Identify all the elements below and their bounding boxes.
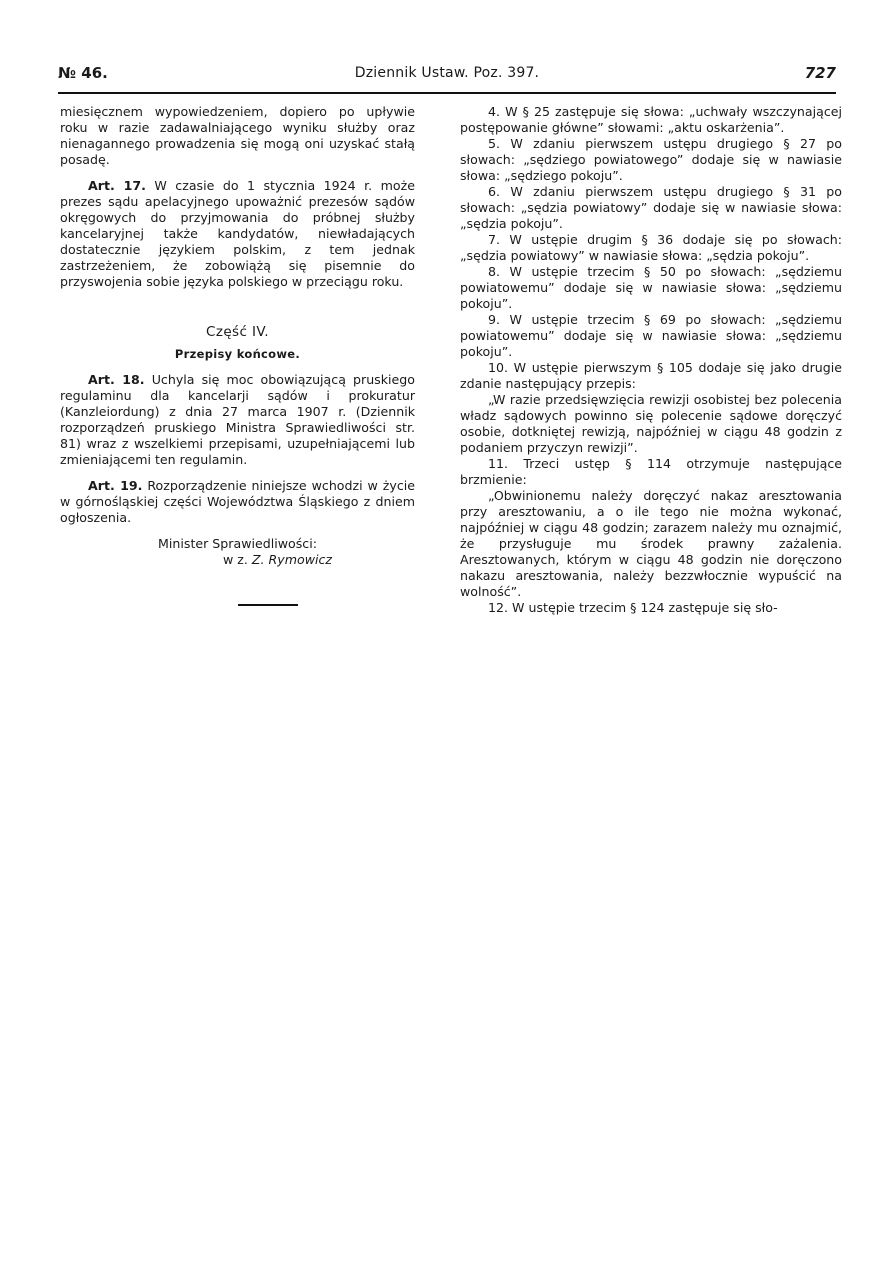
article-18-text: Uchyla się moc obowiązującą pruskiego regulaminu dla kancelarji sądów i prokuratur (Kanzleiordung) z dnia 27 marca 1907 r. (Dziennik rozporządzeń pruskiego Ministra Sprawiedliwości str. 81) wraz z wszelkiemi przepisami, uzupełniającemi lub zmieniającemi ten regulamin.	[60, 372, 415, 467]
article-17	[60, 178, 415, 290]
article-19	[60, 478, 415, 526]
signature-role: Minister Sprawiedliwości:	[158, 536, 317, 551]
list-item: 11. Trzeci ustęp § 114 otrzymuje następujące brzmienie:	[460, 456, 842, 487]
article-19-text: Rozporządzenie niniejsze wchodzi w życie w górnośląskiej części Województwa Śląskiego z dniem ogłoszenia.	[60, 478, 415, 525]
signature-block	[60, 536, 415, 568]
quoted-provision: „Obwinionemu należy doręczyć nakaz aresztowania przy aresztowaniu, a o ile tego nie można wykonać, najpóźniej w ciągu 48 godzin; zarazem należy mu oznajmić, że przysługuje mu środek prawny zażalenia. Aresztowanych, którym w ciągu 48 godzin nie doręczono nakazu aresztowania, należy bezzwłocznie wypuścić na wolność”.	[460, 488, 842, 599]
signature-name: Z. Rymowicz	[251, 552, 333, 567]
list-item: 8. W ustępie trzecim § 50 po słowach: „sędziemu powiatowemu” dodaje się w nawiasie słowa: „sędziemu pokoju”.	[460, 264, 842, 311]
part-subtitle: Przepisy końcowe.	[174, 347, 301, 361]
closing-rule	[238, 604, 298, 606]
journal-title: Dziennik Ustaw. Poz. 397.	[354, 65, 540, 81]
quoted-provision: „W razie przedsięwzięcia rewizji osobistej bez polecenia władz sądowych powinno się polecenie sądowe doręczyć osobie, dotkniętej rewizją, najpóźniej w ciągu 48 godzin z podaniem przyczyn rewizji”.	[460, 392, 842, 455]
intro-paragraph: miesięcznem wypowiedzeniem, dopiero po upływie roku w razie zadawalniającego wyniku służby oraz nienagannego prowadzenia się mogą oni uzyskać stałą posadę.	[60, 104, 415, 167]
signature-prefix: w z.	[222, 552, 248, 567]
list-item: 7. W ustępie drugim § 36 dodaje się po słowach: „sędzia powiatowy” w nawiasie słowa: „sędzia pokoju”.	[460, 232, 842, 263]
right-column	[460, 104, 842, 631]
article-19-label: Art. 19.	[88, 478, 143, 493]
issue-number: № 46.	[58, 64, 108, 82]
list-item: 9. W ustępie trzecim § 69 po słowach: „sędziemu powiatowemu” dodaje się w nawiasie słowa: „sędziemu pokoju”.	[460, 312, 842, 359]
article-17-text: W czasie do 1 stycznia 1924 r. może prezes sądu apelacyjnego upoważnić prezesów sądów okręgowych do przyjmowania do próbnej służby kancelaryjnej także kandydatów, niewładających dostatecznie językiem polskim, z tem jednak zastrzeżeniem, że zobowiążą się pisemnie do przyswojenia sobie języka polskiego w przeciągu roku.	[60, 178, 415, 289]
list-item: 4. W § 25 zastępuje się słowa: „uchwały wszczynającej postępowanie główne” słowami: „aktu oskarżenia”.	[460, 104, 842, 135]
page-number: 727	[804, 64, 836, 82]
article-17-label: Art. 17.	[88, 178, 146, 193]
page-header	[58, 64, 836, 86]
list-item-partial: 12. W ustępie trzecim § 124 zastępuje się sło-	[488, 600, 778, 615]
header-rule	[58, 92, 836, 94]
list-item: 5. W zdaniu pierwszem ustępu drugiego § 27 po słowach: „sędziego powiatowego” dodaje się w nawiasie słowa: „sędziego pokoju”.	[460, 136, 842, 183]
left-column	[60, 104, 415, 606]
list-item: 6. W zdaniu pierwszem ustępu drugiego § 31 po słowach: „sędzia powiatowy” dodaje się w nawiasie słowa: „sędzia pokoju”.	[460, 184, 842, 231]
article-18-label: Art. 18.	[88, 372, 145, 387]
part-title: Część IV.	[206, 324, 269, 340]
list-item: 10. W ustępie pierwszym § 105 dodaje się jako drugie zdanie następujący przepis:	[460, 360, 842, 391]
article-18	[60, 372, 415, 468]
signature-line	[60, 552, 415, 568]
